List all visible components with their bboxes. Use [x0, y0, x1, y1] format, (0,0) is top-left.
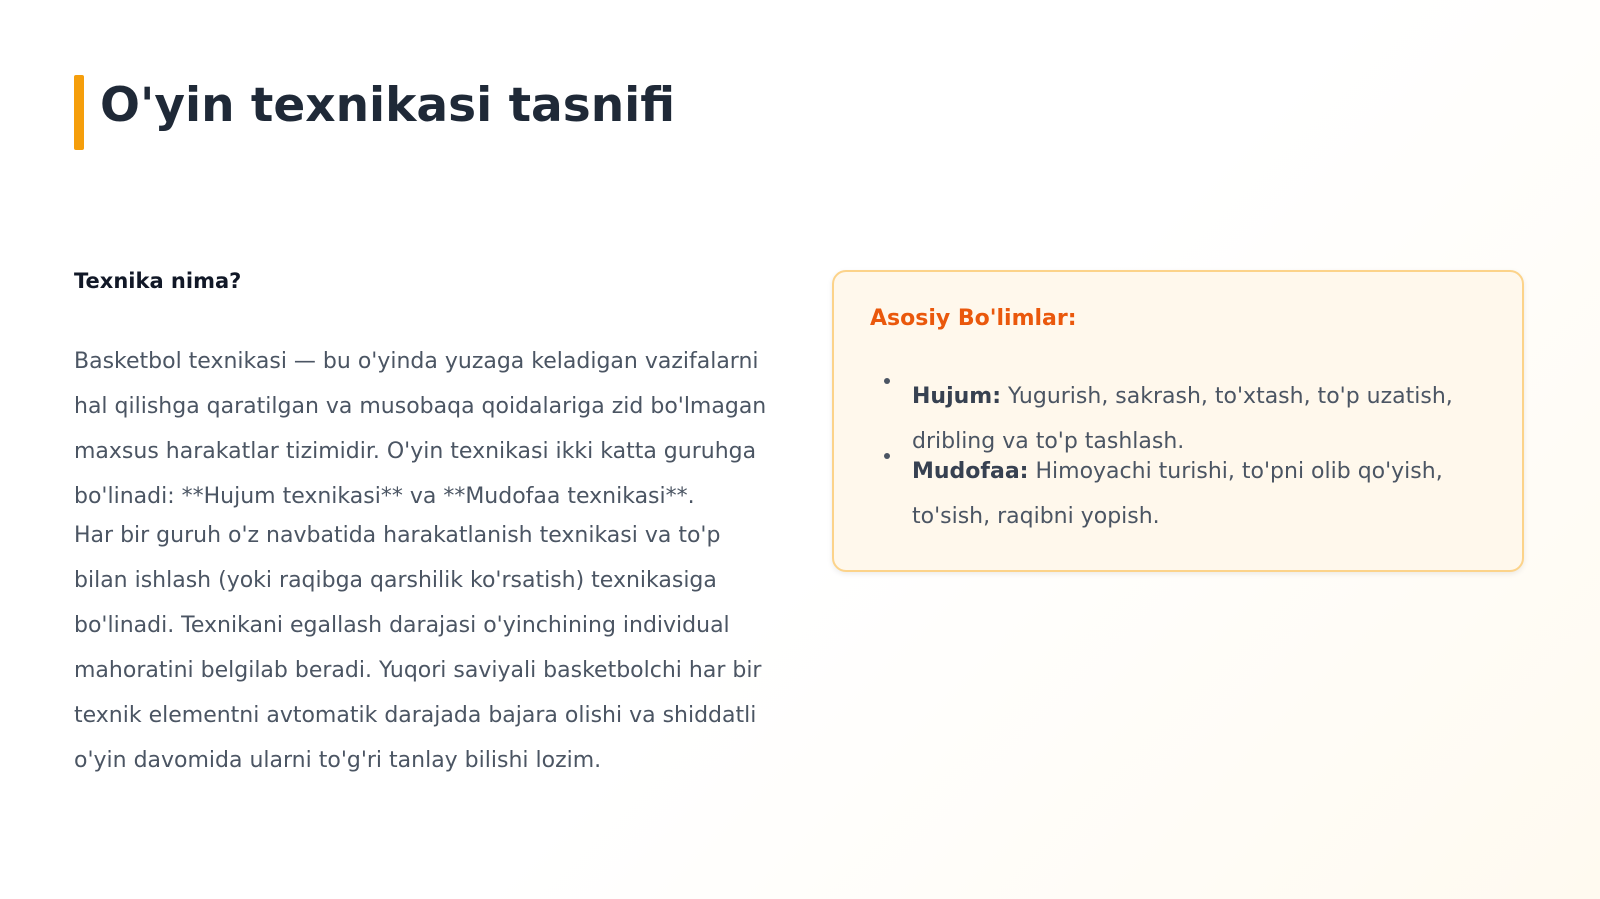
item-label: Mudofaa: [912, 459, 1029, 484]
card-heading: Asosiy Bo'limlar: [870, 306, 1077, 331]
section-subheading: Texnika nima? [74, 269, 242, 293]
item-text: Yugurish, sakrash, to'xtash, to'p uzatish, dribling va to'p tashlash. [912, 384, 1453, 454]
main-sections-card [832, 270, 1524, 572]
definition-section [74, 266, 774, 296]
list-item-defense [912, 449, 1492, 539]
item-text: Himoyachi turishi, to'pni olib qo'yish, to'sish, raqibni yopish. [912, 459, 1443, 529]
item-label: Hujum: [912, 384, 1001, 409]
title-accent-bar [74, 75, 84, 150]
bullet-icon [884, 378, 890, 384]
bullet-icon [884, 453, 890, 459]
page-title: O'yin texnikasi tasnifi [100, 78, 676, 133]
paragraph-definition: Basketbol texnikasi — bu o'yinda yuzaga keladigan vazifalarni hal qilishga qaratilgan va musobaqa qoidalariga zid bo'lmagan maxsus harakatlar tizimidir. O'yin texnikasi ikki katta guruhga bo'linadi: **Hujum texnikasi** va **Mudofaa texnikasi**. [74, 349, 767, 509]
paragraph-details: Har bir guruh o'z navbatida harakatlanish texnikasi va to'p bilan ishlash (yoki raqibga qarshilik ko'rsatish) texnikasiga bo'linadi. Texnikani egallash darajasi o'yinchining individual mahoratini belgilab beradi. Yuqori saviyali basketbolchi har bir texnik elementni avtomatik darajada bajara olishi va shiddatli o'yin davomida ularni to'g'ri tanlay bilishi lozim. [74, 523, 762, 773]
